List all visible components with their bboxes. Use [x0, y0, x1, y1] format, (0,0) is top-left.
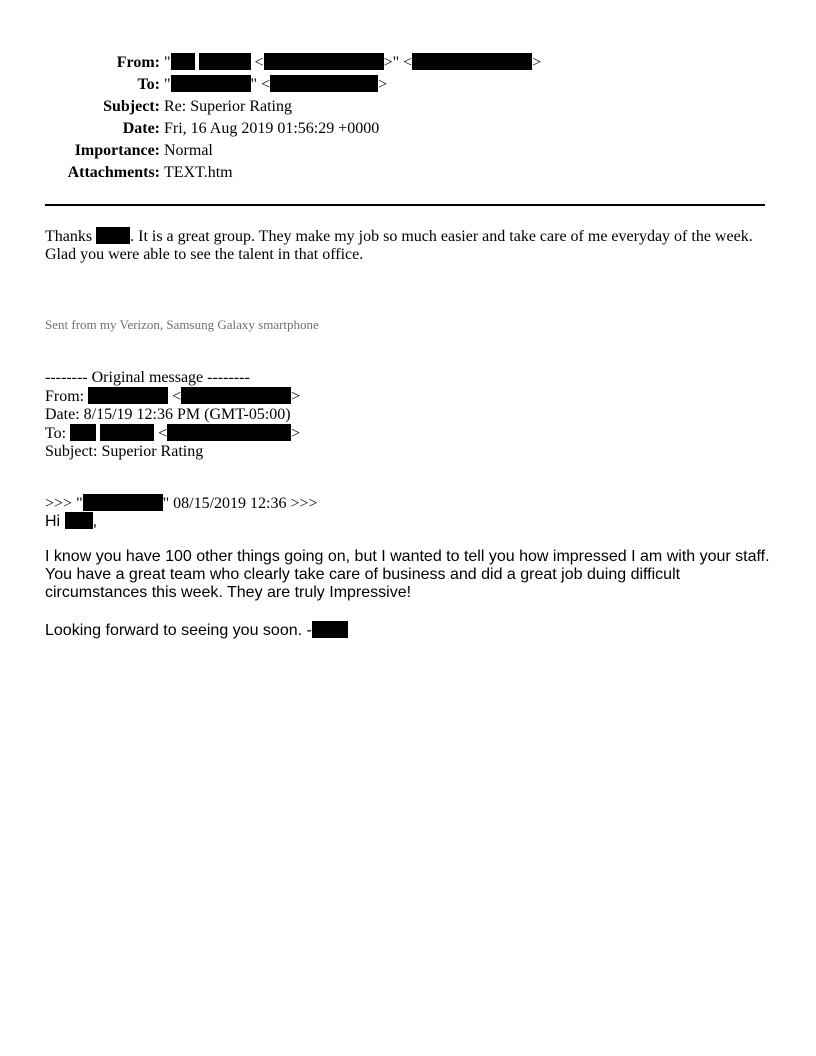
subject-value: Re: Superior Rating — [164, 98, 292, 115]
quoted-suffix: " 08/15/2019 12:36 >>> — [162, 495, 318, 512]
attachments-value: TEXT.htm — [164, 164, 233, 181]
redaction — [270, 75, 378, 92]
header-importance-row — [0, 140, 600, 162]
date-label: Date: — [122, 120, 160, 137]
header-from-row — [0, 52, 600, 74]
reply-thanks: Thanks — [45, 228, 93, 245]
redaction — [181, 387, 291, 404]
subject-label: Subject: — [103, 98, 160, 115]
redaction — [171, 53, 195, 70]
closing-text: Looking forward to seeing you soon. - — [45, 622, 312, 639]
redaction — [65, 512, 93, 529]
date-value: Fri, 16 Aug 2019 01:56:29 +0000 — [164, 120, 380, 137]
importance-label: Importance: — [74, 142, 160, 159]
redaction — [88, 387, 168, 404]
from-label: From: — [116, 54, 160, 71]
original-message-header — [45, 369, 300, 461]
header-date-row — [0, 118, 600, 140]
original-date: Date: 8/15/19 12:36 PM (GMT-05:00) — [45, 406, 291, 423]
to-label: To: — [137, 76, 160, 93]
mobile-signature: Sent from my Verizon, Samsung Galaxy smartphone — [45, 317, 319, 332]
redaction — [100, 424, 154, 441]
original-divider: -------- Original message -------- — [45, 369, 250, 386]
redaction — [171, 75, 251, 92]
to-value: " " < > — [164, 76, 388, 93]
quoted-paragraph: I know you have 100 other things going on, but I wanted to tell you how impressed I am with your staff. You have a great team who clearly take care of business and did a great job duing difficult circumstances this week. They are truly Impressive! — [45, 548, 770, 601]
quoted-prefix: >>> " — [45, 495, 83, 512]
quoted-header — [45, 494, 318, 513]
redaction — [167, 424, 291, 441]
greeting-comma: , — [92, 513, 98, 530]
redaction — [83, 494, 163, 511]
header-to-row — [0, 74, 600, 96]
redaction — [412, 53, 532, 70]
original-from: From: < > — [45, 388, 301, 405]
from-value: " < >" < > — [164, 54, 542, 71]
original-from-label: From: — [45, 388, 85, 405]
original-to-label: To: — [45, 425, 67, 442]
redaction — [312, 621, 348, 638]
redaction — [70, 424, 96, 441]
importance-value: Normal — [164, 142, 213, 159]
original-subject: Subject: Superior Rating — [45, 443, 204, 460]
header-subject-row — [0, 96, 600, 118]
redaction — [264, 53, 384, 70]
greeting-text: Hi — [45, 513, 61, 530]
header-attachments-row — [0, 162, 600, 184]
reply-line-2: Glad you were able to see the talent in that office. — [45, 246, 364, 263]
header-divider — [45, 204, 765, 206]
reply-line-1 — [45, 227, 775, 246]
quoted-closing — [45, 621, 348, 640]
reply-line-1-rest: . It is a great group. They make my job so much easier and take care of me everyday of the week. — [130, 228, 753, 245]
email-header — [0, 52, 600, 184]
quoted-greeting — [45, 512, 97, 531]
redaction — [96, 227, 130, 244]
attachments-label: Attachments: — [67, 164, 160, 181]
reply-body — [45, 227, 775, 264]
original-to: To: < > — [45, 425, 301, 442]
redaction — [199, 53, 251, 70]
